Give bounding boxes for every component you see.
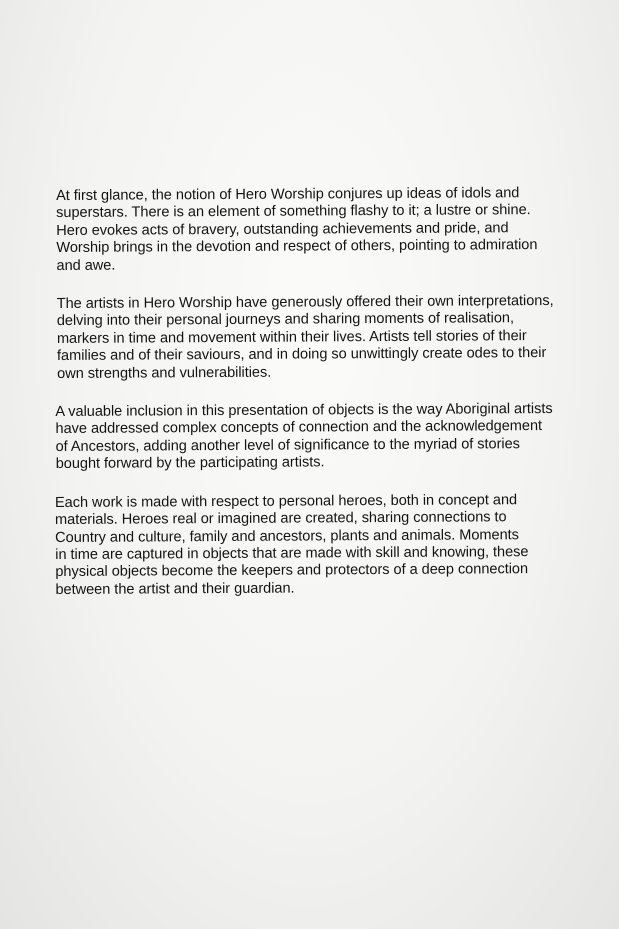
text-line: The artists in Hero Worship have generously offered their own interpretations, [56, 292, 554, 313]
paragraph-4 [55, 491, 599, 599]
text-line: superstars. There is an element of something flashy to it; a lustre or shine. [56, 202, 531, 222]
text-line: markers in time and movement within their lives. Artists tell stories of their [56, 327, 527, 347]
text-line: A valuable inclusion in this presentation of objects is the way Aboriginal artists [55, 401, 553, 421]
text-line: physical objects become the keepers and protectors of a deep connection [55, 561, 529, 581]
text-line: and awe. [56, 257, 116, 274]
text-line: Hero evokes acts of bravery, outstanding achievements and pride, and [56, 220, 509, 239]
text-line: Worship brings in the devotion and respect of others, pointing to admiration [56, 237, 538, 257]
text-line: delving into their personal journeys and sharing moments of realisation, [56, 310, 515, 330]
text-line: own strengths and vulnerabilities. [57, 364, 272, 382]
text-line: bought forward by the participating artists. [55, 454, 325, 473]
text-line: have addressed complex concepts of connection and the acknowledgement [55, 418, 543, 438]
text-line: materials. Heroes real or imagined are created, sharing connections to [54, 509, 507, 529]
paragraph-3 [55, 401, 597, 474]
body-text [56, 185, 599, 620]
text-line: Country and culture, family and ancestors, plants and animals. Moments [55, 526, 519, 546]
text-line: between the artist and their guardian. [55, 580, 295, 598]
paragraph-1 [56, 185, 597, 275]
paragraph-2 [57, 293, 598, 383]
text-line: families and of their saviours, and in doing so unwittingly create odes to their [56, 345, 547, 365]
text-line: in time are captured in objects that are made with skill and knowing, these [55, 544, 529, 563]
text-line: of Ancestors, adding another level of significance to the myriad of stories [55, 436, 520, 455]
text-line: At first glance, the notion of Hero Worship conjures up ideas of idols and [56, 185, 520, 204]
text-line: Each work is made with respect to personal heroes, both in concept and [54, 491, 518, 511]
